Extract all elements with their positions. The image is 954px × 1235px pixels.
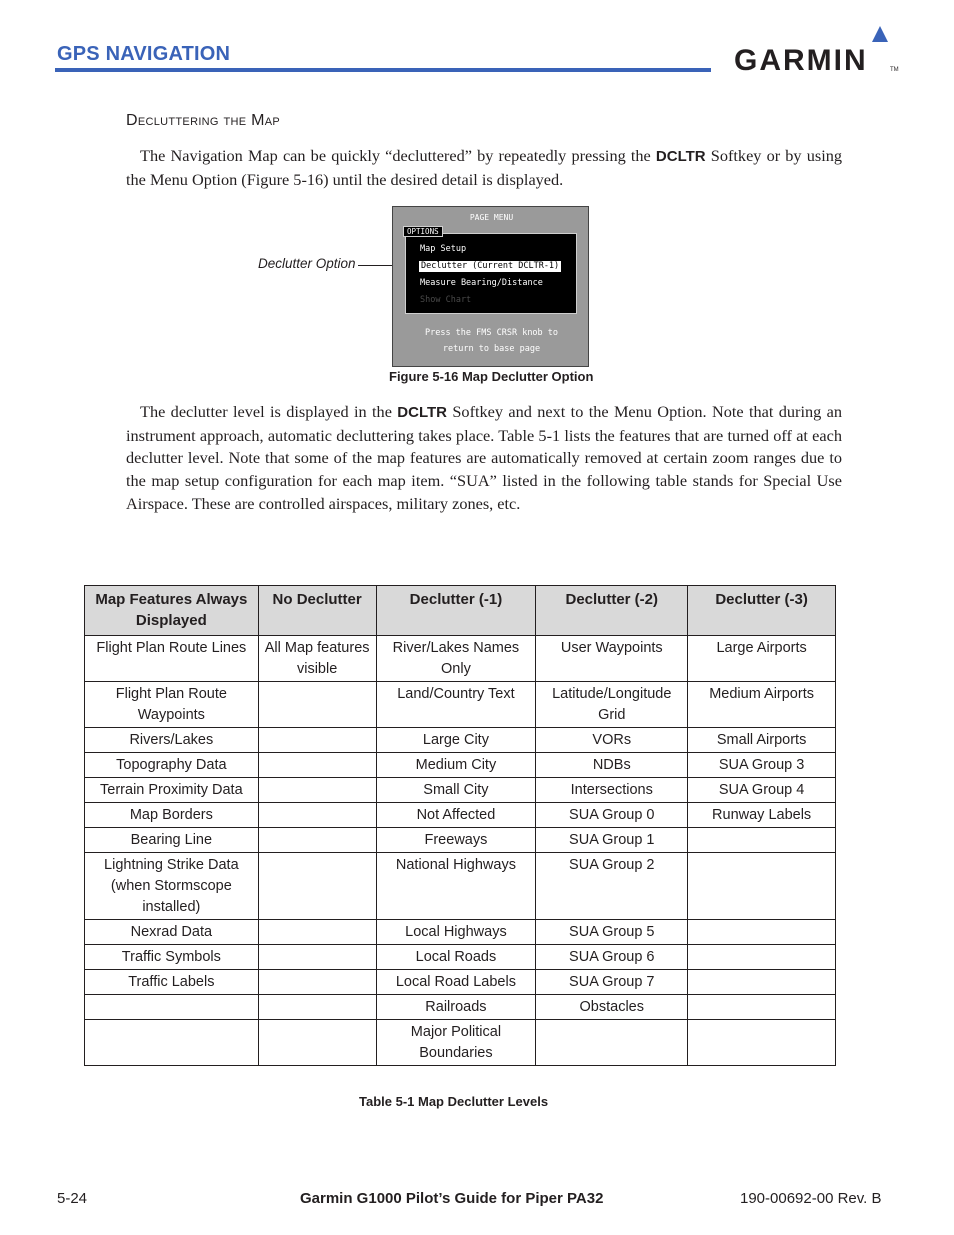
callout-label: Declutter Option [258,256,356,271]
table-cell [258,970,376,995]
table-cell: Small City [376,778,536,803]
table-cell [258,682,376,728]
options-tab: OPTIONS [403,226,443,237]
screen-footer-line1: Press the FMS CRSR knob to [424,328,559,338]
table-row [85,753,836,778]
table-cell [258,920,376,945]
table-cell [258,945,376,970]
table-cell: Medium Airports [688,682,836,728]
table-cell [258,995,376,1020]
declutter-levels-table [84,585,836,1066]
table-cell: Map Borders [85,803,259,828]
table-cell [258,728,376,753]
column-header: Declutter (-3) [688,586,836,636]
paragraph-text: Softkey and next to the Menu Option. Note that during an instrument approach, automatic decluttering takes place. Table 5-1 lists the features that are turned off at each declutter level. Note that some of the map features are automatically removed at certain zoom ranges due to the map setup configuration for each map item. “SUA” listed in the following table stands for Special Use Airspace. These are controlled airspaces, military zones, etc. [126,402,843,513]
logo-triangle-icon [872,26,888,42]
table-row [85,1020,836,1066]
screen-title: PAGE MENU [469,213,514,222]
softkey-name: DCLTR [655,148,706,165]
table-cell: Land/Country Text [376,682,536,728]
table-cell: Large Airports [688,636,836,682]
table-row [85,778,836,803]
table-cell: SUA Group 4 [688,778,836,803]
table-cell: Intersections [536,778,688,803]
table-cell [258,803,376,828]
table-cell: River/Lakes Names Only [376,636,536,682]
table-cell: VORs [536,728,688,753]
menu-item-declutter[interactable]: Declutter (Current DCLTR-1) [421,261,560,271]
table-cell [258,778,376,803]
table-cell [536,1020,688,1066]
column-header: Declutter (-2) [536,586,688,636]
table-row [85,920,836,945]
table-cell: Lightning Strike Data (when Stormscope installed) [85,853,259,920]
table-cell: Freeways [376,828,536,853]
table-cell: SUA Group 3 [688,753,836,778]
table-cell [258,828,376,853]
section-title: GPS NAVIGATION [57,43,231,65]
table-cell: Local Roads [376,945,536,970]
header-rule [55,68,711,72]
subheading: Decluttering the Map [126,112,281,129]
table-cell: SUA Group 0 [536,803,688,828]
table-row [85,853,836,920]
table-row [85,995,836,1020]
table-cell [688,970,836,995]
screen-footer-line2: return to base page [442,344,541,354]
table-cell [258,1020,376,1066]
menu-item-measure-bearing[interactable]: Measure Bearing/Distance [420,278,543,288]
table-cell: Major Political Boundaries [376,1020,536,1066]
figure-caption: Figure 5-16 Map Declutter Option [389,369,594,384]
table-row [85,636,836,682]
paragraph-intro [126,145,842,191]
table-cell: Flight Plan Route Waypoints [85,682,259,728]
table-cell: All Map features visible [258,636,376,682]
table-cell: Terrain Proximity Data [85,778,259,803]
table-cell [688,1020,836,1066]
softkey-name: DCLTR [397,404,448,421]
table-cell: Traffic Labels [85,970,259,995]
table-cell [688,828,836,853]
table-cell: Nexrad Data [85,920,259,945]
table-cell: Small Airports [688,728,836,753]
paragraph-text: Softkey or by using the Menu Option (Figure 5-16) until the desired detail is displayed. [126,146,842,189]
table-cell: Traffic Symbols [85,945,259,970]
logo-trademark: TM [890,67,899,73]
page-menu-screen [392,206,589,367]
document-number: 190-00692-00 Rev. B [740,1190,882,1207]
table-cell: Large City [376,728,536,753]
table-cell [688,995,836,1020]
table-cell [258,853,376,920]
table-cell: Local Highways [376,920,536,945]
table-cell: Local Road Labels [376,970,536,995]
table-cell: Flight Plan Route Lines [85,636,259,682]
table-caption: Table 5-1 Map Declutter Levels [359,1094,549,1109]
garmin-logo [732,24,902,76]
menu-item-map-setup[interactable]: Map Setup [420,244,467,254]
table-cell: Obstacles [536,995,688,1020]
table-cell: SUA Group 6 [536,945,688,970]
column-header: Map Features Always Displayed [85,586,259,636]
paragraph-text: The declutter level is displayed in the [140,402,398,421]
table-cell: NDBs [536,753,688,778]
table-row [85,828,836,853]
table-cell: Rivers/Lakes [85,728,259,753]
table-cell: Bearing Line [85,828,259,853]
table-cell [85,1020,259,1066]
page-number: 5-24 [57,1190,88,1207]
paragraph-text: The Navigation Map can be quickly “decluttered” by repeatedly pressing the [140,146,656,165]
table-cell: Medium City [376,753,536,778]
table-cell: Latitude/Longitude Grid [536,682,688,728]
table-row [85,682,836,728]
table-cell [258,753,376,778]
column-header: No Declutter [258,586,376,636]
table-cell [688,945,836,970]
column-header: Declutter (-1) [376,586,536,636]
footer-title: Garmin G1000 Pilot’s Guide for Piper PA32 [300,1190,604,1207]
table-cell: SUA Group 5 [536,920,688,945]
table-row [85,945,836,970]
table-cell: Runway Labels [688,803,836,828]
table-cell: User Waypoints [536,636,688,682]
table-row [85,728,836,753]
table-cell: National Highways [376,853,536,920]
table-cell [688,853,836,920]
table-cell [688,920,836,945]
options-box [405,233,577,314]
paragraph-declutter-level [126,401,842,516]
logo-text: GARMIN [734,44,868,77]
table-cell: Railroads [376,995,536,1020]
table-cell: Topography Data [85,753,259,778]
table-row [85,970,836,995]
table-row [85,803,836,828]
menu-item-show-chart: Show Chart [420,295,472,305]
table-header-row [85,586,836,636]
table-cell: Not Affected [376,803,536,828]
table-cell: SUA Group 1 [536,828,688,853]
table-cell: SUA Group 7 [536,970,688,995]
table-cell [85,995,259,1020]
table-cell: SUA Group 2 [536,853,688,920]
